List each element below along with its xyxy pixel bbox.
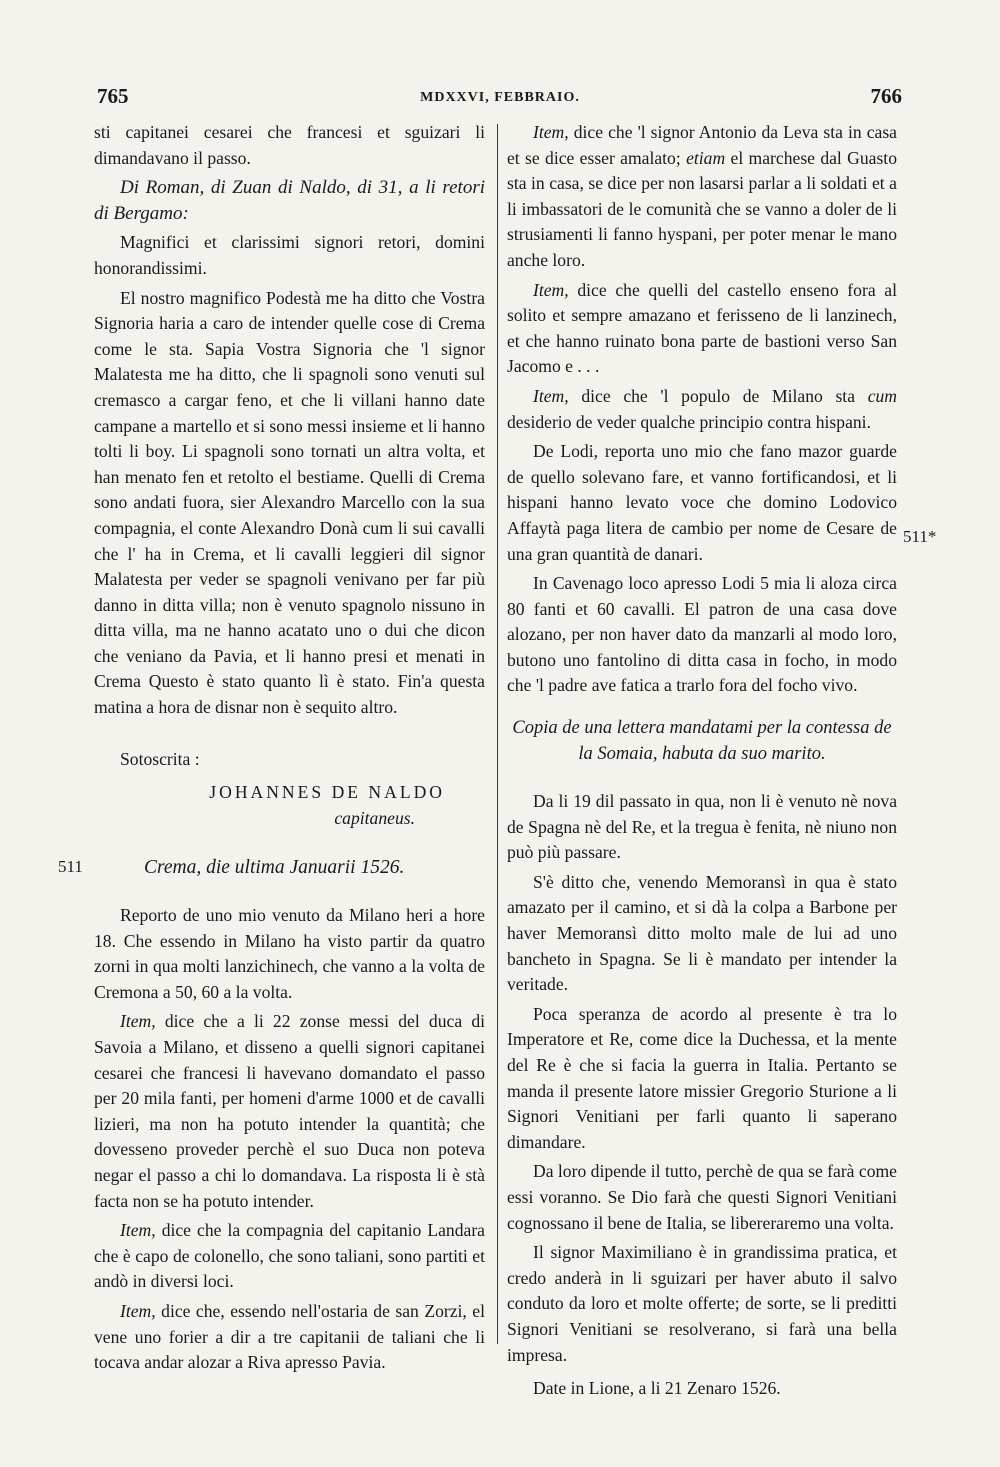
paragraph [507,384,897,435]
paragraph: Il signor Maximiliano è in grandissima pratica, et credo anderà in li sguizari per haver abuto il salvo conduto da loro et molte offerte; de sorte, se li preditti Signori Venitiani se resolverano, si farà una bella impresa. [507,1242,897,1365]
paragraph: Reporto de uno mio venuto da Milano heri a hore 18. Che essendo in Milano ha visto partir da quatro zorni in qua molti lanzichinech, che vanno a la volta de Cremona a 50, 60 a la volta. [94,905,485,1002]
paragraph: Poca speranza de acordo al presente è tra lo Imperatore et Re, come dice la Duchessa, et la mente del Re è che si facia la guerra in Italia. Pertanto se manda il presente latore missier Gregorio Sturione a li Signori Venitiani per farli quanto li saperano dimandare. [507,1003,897,1152]
paragraph [94,1299,485,1376]
item-word: Item, [533,279,569,300]
paragraph: El nostro magnifico Podestà me ha ditto che Vostra Signoria haria a caro de intender quelle cose di Crema come le sta. Sapia Vostra Signoria che 'l signor Malatesta me ha ditto, che li spagnoli sono venuti sul cremasco a cargar feno, et che li villani hanno date campane a martello et si sono messi insieme et li hanno tolti li boy. Li spagnoli sono tornati un altra volta, et han menato fen et retolto el bestiame. Quelli di Crema sono andati fuora, sier Alexandro Marcello con la sua compagnia, el conte Alexandro Donà cum li sui cavalli che l' ha in Crema, et li cavalli leggieri dil signor Malatesta per veder se spagnoli venivano per far più danno in ditta villa; non è venuto spagnolo nissuno in ditta villa, ma ne hanno acatato uno o dui che dicon che veniano da Pavia, et li hanno presi et menati in Crema Questo è stato quanto lì è stato. Fin'a questa matina a hora de disnar non è sequito altro. [94,287,485,718]
paragraph: In Cavenago loco apresso Lodi 5 mia li aloza circa 80 fanti et 60 cavalli. El patron de una casa dove alozano, per non haver dato da manzarli al modo loro, butono uno fantolino di ditta casa in fochο, in modo che 'l padre ave fatica a trarlo fora del focho vivo. [507,573,897,696]
paragraph: Magnifici et clarissimi signori retori, domini honorandissimi. [94,232,485,278]
page-header [0,78,1000,118]
paragraph: Da li 19 dil passato in qua, non li è venuto nè nova de Spagna nè del Re, et la tregua è fenita, nè niuno non può più passare. [507,791,897,863]
left-column [94,120,485,1380]
paragraph [507,278,897,380]
signature-label: Sotoscrita : [120,748,200,769]
paragraph [94,1218,485,1295]
paragraph-text: desiderio de veder qualche principio contra hispani. [507,411,871,432]
page-number-left: 765 [97,84,129,108]
item-word: Item, [533,385,569,406]
paragraph-text: dice che la compagnia del capitanio Landara che è capo de colonello, che sono taliani, sono partiti et andò in diversi loci. [94,1220,485,1292]
margin-number-left: 511 [58,857,83,876]
paragraph: De Lodi, reporta uno mio che fano mazor guarde de quello solevano fare, et vanno fortificandosi, et li hispani hanno levato voce che domino Lodovico Affaytà paga litera de cambio per nome de Cesare de una gran quantità de danari. [507,441,897,564]
section-heading: Crema, die ultima Januarii 1526. [144,857,405,879]
running-title: MDXXVI, FEBBRAIO. [420,90,580,105]
right-column [507,120,897,1406]
item-word: Item, [533,122,569,142]
item-word: Item, [120,1220,156,1241]
paragraph: S'è ditto che, venendo Memoransì in qua è stato amazato per il camino, et si dà la colpa a Barbone per haver Memoransì ditto molto male de lui ad uno bancheto in Spagna. Se li è mandato per intender la veritade. [507,871,897,995]
paragraph: sti capitanei cesarei che francesi et sguizari li dimandavano il passo. [94,122,485,168]
paragraph-text: dice che 'l signor Antonio da Leva sta in casa et se dice esser amalato; [507,122,897,168]
paragraph [507,120,897,274]
section-heading: Copia de una lettera mandatami per la contessa de la Somaia, habuta da suo marito. [512,718,892,765]
item-word: Item, [120,1011,156,1032]
latin-word: etiam [686,147,726,168]
paragraph-text: dice che 'l populo de Milano sta [568,385,868,406]
paragraph [94,1009,485,1214]
letter-date: Date in Lione, a li 21 Zenaro 1526. [533,1378,781,1399]
paragraph-text: dice che a li 22 zonse messi del duca di Savoia a Milano, et disseno a quelli signori capitanei cesarei che francesi li havevano domandato el passo per 20 mila fanti, per homeni d'arme 1000 et de cavalli lizieri, ma non ha potuto intender la quantità; che dovesseno proveder perchè el suo Duca non poteva negar el passo a chi lo domandava. La risposta li è stà facta non se ha potuto intender. [94,1011,485,1211]
signature-name: JOHANNES DE NALDO [209,782,445,803]
page-number-right: 766 [870,84,902,108]
paragraph: Da loro dipende il tutto, perchè de qua se farà come essi voranno. Se Dio farà che questi Signori Venitiani cognossano il bene de Italia, se libereraremo una volta. [507,1161,897,1233]
item-word: Item, [120,1300,156,1321]
letter-title: Di Roman, di Zuan di Naldo, di 31, a li retori di Bergamo: [94,177,485,224]
paragraph-text: dice che, essendo nell'ostaria de san Zorzi, el vene uno forier a dir a tre capitanii de taliani che li tocava andar alozar a Riva apresso Pavia. [94,1300,485,1373]
signature-role: capitaneus. [334,807,415,828]
margin-number-right: 511* [903,527,937,546]
paragraph-text: el marchese dal Guasto sta in casa, se dice per non lasarsi parlar a li soldati et a li imbassatori de le comunità che se vanno a doler de li strusiamenti li fanno hyspani, per poter menar le mano anche loro. [507,147,897,270]
paragraph-text: dice che quelli del castello enseno fora al solito et sempre amazano et ferisseno de li lanzinech, et che hanno ruinato bona parte de bastioni verso San Jacomo e . . . [507,279,897,377]
column-divider [497,124,498,1344]
latin-word: cum [867,385,897,406]
